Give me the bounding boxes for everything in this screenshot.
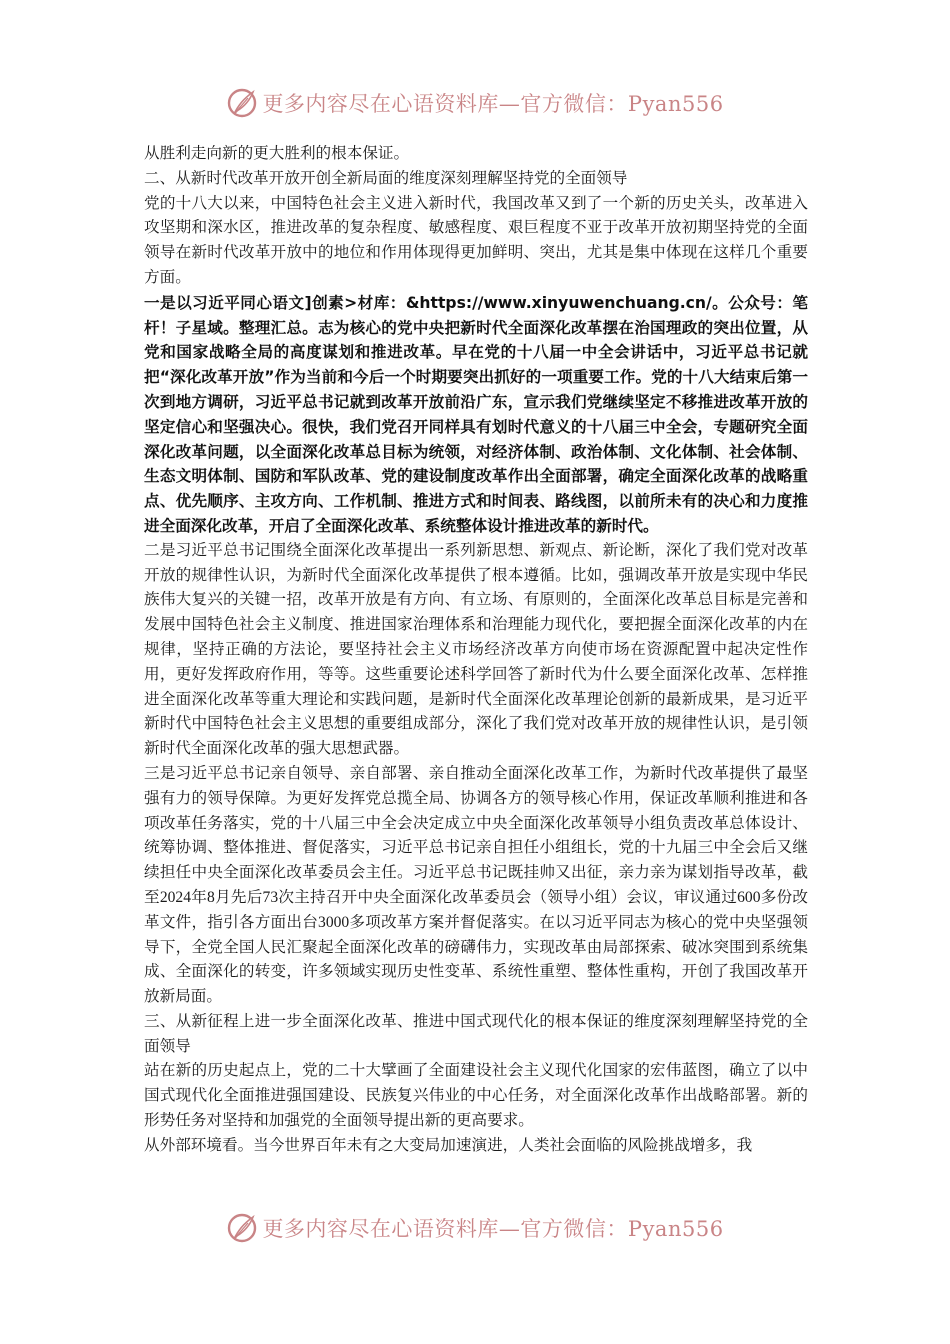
paragraph: 二是习近平总书记围绕全面深化改革提出一系列新思想、新观点、新论断，深化了我们党对改革开放的规律性认识，为新时代全面深化改革提供了根本遵循。比如，强调改革开放是实现中华民族伟大复兴的关键一招，改革开放是有方向、有立场、有原则的，全面深化改革总目标是完善和发展中国特色社会主义制度、推进国家治理体系和治理能力现代化，要把握全面深化改革的内在规律，坚持正确的方法论，要坚持社会主义市场经济改革方向使市场在资源配置中起决定性作用，更好发挥政府作用，等等。这些重要论述科学回答了新时代为什么要全面深化改革、怎样推进全面深化改革等重大理论和实践问题，是新时代全面深化改革理论创新的最新成果，是习近平新时代中国特色社会主义思想的重要组成部分，深化了我们党对改革开放的规律性认识，是引领新时代全面深化改革的强大思想武器。 bbox=[144, 541, 808, 758]
paragraph: 从胜利走向新的更大胜利的根本保证。 bbox=[144, 145, 410, 162]
document-body bbox=[144, 142, 808, 1159]
section-heading: 二、从新时代改革开放开创全新局面的维度深刻理解坚持党的全面领导 bbox=[144, 169, 628, 187]
feather-pen-logo-icon bbox=[226, 87, 258, 119]
paragraph: 从外部环境看。当今世界百年未有之大变局加速演进，人类社会面临的风险挑战增多，我 bbox=[144, 1136, 753, 1154]
paragraph: 站在新的历史起点上，党的二十大擘画了全面建设社会主义现代化国家的宏伟蓝图，确立了以中国式现代化全面推进强国建设、民族复兴伟业的中心任务，对全面深化改革作出战略部署。新的形势任务对坚持和加强党的全面领导提出新的更高要求。 bbox=[144, 1062, 808, 1130]
bold-paragraph: 一是以习近平同心语文]创素>材库：&https://www.xinyuwenchuang.cn/。公众号：笔杆！子星域。整理汇总。志为核心的党中央把新时代全面深化改革摆在治国理政的突出位置，从党和国家战略全局的高度谋划和推进改革。早在党的十八届一中全会讲话中，习近平总书记就把“深化改革开放”作为当前和今后一个时期要突出抓好的一项重要工作。党的十八大结束后第一次到地方调研，习近平总书记就到改革开放前沿广东，宣示我们党继续坚定不移推进改革开放的坚定信心和坚强决心。很快，我们党召开同样具有划时代意义的十八届三中全会，专题研究全面深化改革问题，以全面深化改革总目标为统领，对经济体制、政治体制、文化体制、社会体制、生态文明体制、国防和军队改革、党的建设制度改革作出全面部署，确定全面深化改革的战略重点、优先顺序、主攻方向、工作机制、推进方式和时间表、路线图，以前所未有的决心和力度推进全面深化改革，开启了全面深化改革、系统整体设计推进改革的新时代。 bbox=[144, 293, 808, 535]
watermark-text: 更多内容尽在心语资料库—官方微信：Pyan556 bbox=[262, 1217, 724, 1241]
paragraph: 三是习近平总书记亲自领导、亲自部署、亲自推动全面深化改革工作，为新时代改革提供了最坚强有力的领导保障。为更好发挥党总揽全局、协调各方的领导核心作用，保证改革顺利推进和各项改革任务落实，党的十八届三中全会决定成立中央全面深化改革领导小组负责改革总体设计、统筹协调、整体推进、督促落实，习近平总书记亲自担任小组组长，党的十九届三中全会后又继续担任中央全面深化改革委员会主任。习近平总书记既挂帅又出征，亲力亲为谋划指导改革，截至2024年8月先后73次主持召开中央全面深化改革委员会（领导小组）会议，审议通过600多份改革文件，指引各方面出台3000多项改革方案并督促落实。在以习近平同志为核心的党中央坚强领导下，全党全国人民汇聚起全面深化改革的磅礴伟力，实现改革由局部探索、破冰突围到系统集成、全面深化的转变，许多领域实现历史性变革、系统性重塑、整体性重构，开创了我国改革开放新局面。 bbox=[144, 764, 808, 1006]
header-watermark bbox=[0, 83, 950, 123]
footer-watermark bbox=[0, 1208, 950, 1248]
watermark-text: 更多内容尽在心语资料库—官方微信：Pyan556 bbox=[262, 92, 724, 116]
section-heading: 三、从新征程上进一步全面深化改革、推进中国式现代化的根本保证的维度深刻理解坚持党的全面领导 bbox=[144, 1012, 808, 1055]
feather-pen-logo-icon bbox=[226, 1212, 258, 1244]
paragraph: 党的十八大以来，中国特色社会主义进入新时代，我国改革又到了一个新的历史关头，改革进入攻坚期和深水区，推进改革的复杂程度、敏感程度、艰巨程度不亚于改革开放初期坚持党的全面领导在新时代改革开放中的地位和作用体现得更加鲜明、突出，尤其是集中体现在这样几个重要方面。 bbox=[144, 194, 808, 286]
